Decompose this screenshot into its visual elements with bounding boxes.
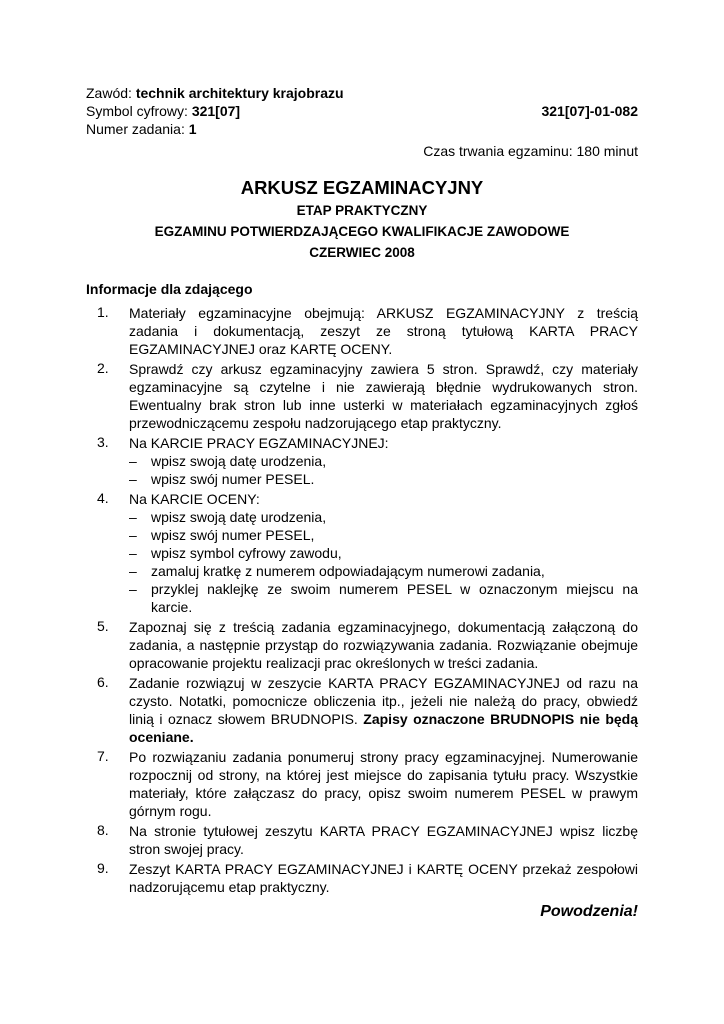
symbol-value: 321[07] [191,103,241,119]
exam-sheet-page [86,84,638,922]
subtitle-exam: EGZAMINU POTWIERDZAJĄCEGO KWALIFIKACJE ZAWODOWE [154,224,570,239]
symbol-label: Symbol cyfrowy: [86,103,192,119]
item-text [129,860,638,896]
dash-bullet: – [129,527,137,543]
item-text-content: Zapoznaj się z treścią zadania egzaminacyjnego, dokumentacją załączoną do zadania, a następnie przystąp do rozwiązywania zadania. Rozwiązanie obejmuje opracowanie projektu realizacji prac określonych w treści zadania. [129,619,638,671]
item-number: 3. [97,434,109,450]
section-title: Informacje dla zdającego [86,281,253,297]
item-number: 4. [97,490,109,506]
sub-list [129,452,638,488]
item-text-content: Zeszyt KARTA PRACY EGZAMINACYJNEJ i KARTĘ OCENY przekaż zespołowi nadzorującemu etap praktyczny. [129,861,638,895]
instruction-item [86,304,638,358]
sub-item-text: wpisz swój numer PESEL, [151,527,315,543]
sub-item-text: wpisz symbol cyfrowy zawodu, [151,545,342,561]
subtitle-stage: ETAP PRAKTYCZNY [296,203,428,218]
sub-item-text: wpisz swoją datę urodzenia, [151,509,327,525]
item-number: 2. [97,360,109,376]
instruction-item [86,748,638,820]
dash-bullet: – [129,453,137,469]
instruction-item [86,360,638,432]
sub-list-item [129,562,638,580]
item-text [129,304,638,358]
task-label: Numer zadania: [86,121,189,137]
instructions-list [86,304,638,896]
dash-bullet: – [129,545,137,561]
profession-value: technik architektury krajobrazu [135,85,344,101]
sub-list-item [129,526,638,544]
item-number: 1. [97,304,109,320]
item-text-content: Po rozwiązaniu zadania ponumeruj strony pracy egzaminacyjnej. Numerowanie rozpocznij od strony, na której jest miejsce do zapisania tytułu pracy. Wszystkie materiały, które załączasz do pracy, opisz swoim numerem PESEL w prawym górnym rogu. [129,749,638,819]
subtitle-date: CZERWIEC 2008 [309,245,415,260]
document-title: ARKUSZ EGZAMINACYJNY [240,177,484,198]
item-text-content: Na stronie tytułowej zeszytu KARTA PRACY EGZAMINACYJNEJ wpisz liczbę stron swojej pracy. [129,823,638,857]
item-bold-text: Zapisy oznaczone BRUDNOPIS nie będą oceniane. [129,711,638,745]
item-number: 5. [97,618,109,634]
sub-list-item [129,470,638,488]
instruction-item [86,434,638,488]
sub-list-item [129,508,638,526]
sub-list-item [129,544,638,562]
dash-bullet: – [129,471,137,487]
item-text-content: Materiały egzaminacyjne obejmują: ARKUSZ EGZAMINACYJNY z treścią zadania i dokumentacją, zeszyt ze stroną tytułową KARTA PRACY EGZAMINACYJNEJ oraz KARTĘ OCENY. [129,305,638,357]
task-value: 1 [188,121,197,137]
task-number-line [86,120,638,138]
item-text [129,618,638,672]
sub-item-text: zamaluj kratkę z numerem odpowiadającym numerowi zadania, [151,563,545,579]
item-text [129,434,638,452]
instruction-item [86,490,638,616]
instruction-item [86,674,638,746]
item-text-content: Na KARCIE PRACY EGZAMINACYJNEJ: [129,435,389,451]
dash-bullet: – [129,581,137,597]
item-number: 6. [97,674,109,690]
sub-item-text: wpisz swoją datę urodzenia, [151,453,327,469]
exam-duration: Czas trwania egzaminu: 180 minut [423,143,638,159]
item-text-content: Na KARCIE OCENY: [129,491,260,507]
instruction-item [86,618,638,672]
exam-code: 321[07]-01-082 [541,103,638,119]
sub-item-text: wpisz swój numer PESEL. [151,471,315,487]
item-text [129,490,638,508]
sub-list-item [129,580,638,616]
item-text [129,748,638,820]
item-number: 9. [97,860,109,876]
sub-item-text: przyklej naklejkę ze swoim numerem PESEL w oznaczonym miejscu na karcie. [151,581,638,615]
dash-bullet: – [129,563,137,579]
item-number: 7. [97,748,109,764]
instruction-item [86,822,638,858]
dash-bullet: – [129,509,137,525]
sub-list [129,508,638,616]
instruction-item [86,860,638,896]
item-text [129,822,638,858]
closing-text: Powodzenia! [540,903,638,920]
item-text [129,360,638,432]
item-text-content: Sprawdź czy arkusz egzaminacyjny zawiera 5 stron. Sprawdź, czy materiały egzaminacyjne są czytelne i nie zawierają błędnie wydrukowanych stron. Ewentualny brak stron lub inne usterki w materiałach egzaminacyjnych zgłoś przewodniczącemu zespołu nadzorującego etap praktyczny. [129,361,638,431]
profession-line [86,84,638,102]
item-text [129,674,638,746]
item-text-content: Zadanie rozwiązuj w zeszycie KARTA PRACY EGZAMINACYJNEJ od razu na czysto. Notatki, pomocnicze obliczenia itp., jeżeli nie należą do pracy, obwiedź linią i oznacz słowem BRUDNOPIS. [129,675,638,727]
symbol-line [86,102,638,120]
profession-label: Zawód: [86,85,136,101]
sub-list-item [129,452,638,470]
item-number: 8. [97,822,109,838]
